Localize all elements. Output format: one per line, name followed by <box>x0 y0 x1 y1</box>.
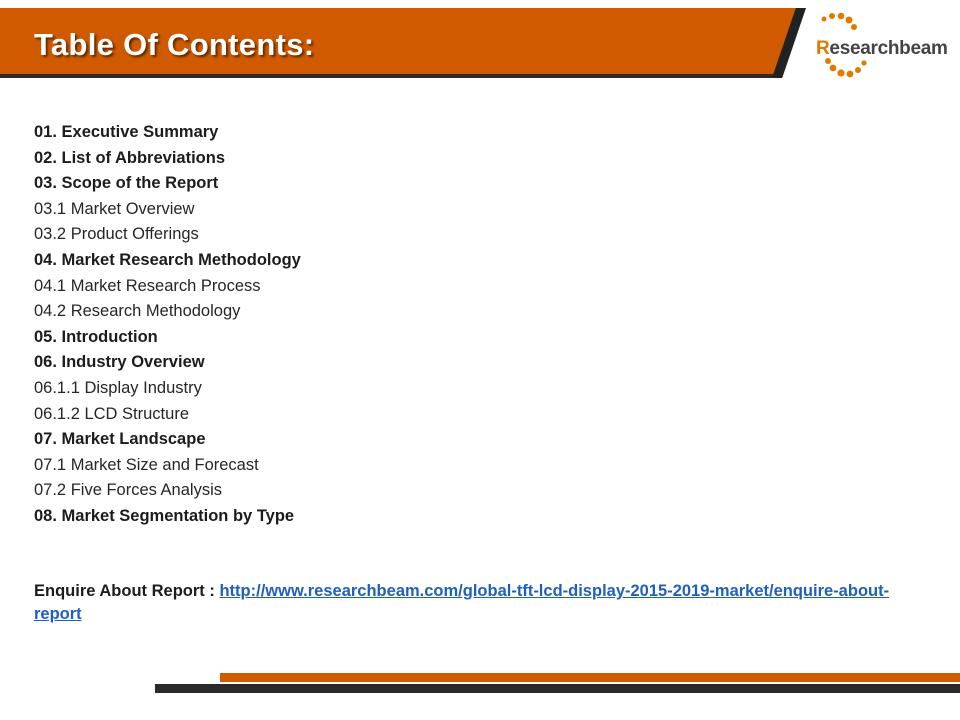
footer-bar-orange <box>220 673 960 682</box>
table-of-contents-list <box>34 121 834 531</box>
enquire-link[interactable]: http://www.researchbeam.com/global-tft-lcd-display-2015-2019-market/enquire-about-report <box>34 582 890 623</box>
footer-bar-dark <box>155 684 960 693</box>
toc-item: 07.2 Five Forces Analysis <box>34 481 222 500</box>
toc-item: 02. List of Abbreviations <box>34 148 226 167</box>
toc-item: 01. Executive Summary <box>34 123 219 141</box>
toc-item: 03.2 Product Offerings <box>34 225 199 244</box>
enquire-section <box>34 580 894 626</box>
toc-item: 03.1 Market Overview <box>34 199 195 218</box>
toc-item: 07. Market Landscape <box>34 430 206 449</box>
toc-item: 04. Market Research Methodology <box>34 250 301 269</box>
toc-item: 06. Industry Overview <box>34 353 205 372</box>
toc-item: 03. Scope of the Report <box>34 174 219 193</box>
logo-wordmark: Researchbeam <box>816 38 948 59</box>
enquire-label: Enquire About Report : <box>34 582 215 600</box>
researchbeam-logo <box>812 10 960 82</box>
header-banner-shadow <box>0 74 780 78</box>
toc-item: 08. Market Segmentation by Type <box>34 506 295 525</box>
toc-item: 06.1.1 Display Industry <box>34 378 202 397</box>
toc-item: 07.1 Market Size and Forecast <box>34 455 259 474</box>
page-title: Table Of Contents: <box>34 27 315 62</box>
toc-item: 05. Introduction <box>34 327 158 346</box>
toc-item: 06.1.2 LCD Structure <box>34 404 189 423</box>
toc-item: 04.1 Market Research Process <box>34 276 261 295</box>
toc-item: 04.2 Research Methodology <box>34 302 241 321</box>
